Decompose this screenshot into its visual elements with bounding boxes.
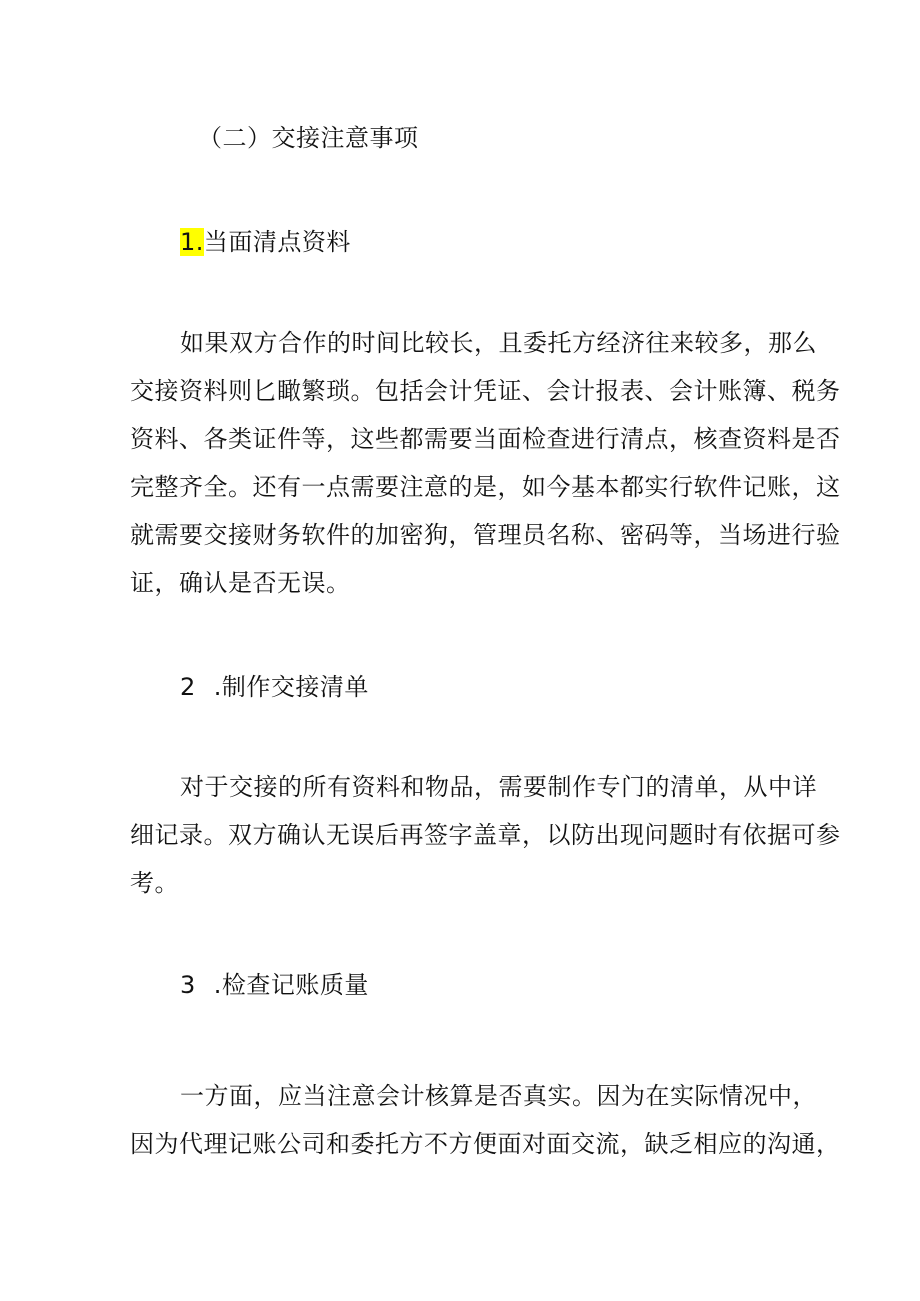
item2-paragraph-line: 对于交接的所有资料和物品，需要制作专门的清单，从中详 <box>180 773 817 801</box>
item1-number: 1. <box>180 228 204 256</box>
item3-paragraph-line: 一方面，应当注意会计核算是否真实。因为在实际情况中， <box>180 1082 817 1110</box>
item3-heading <box>180 961 369 1009</box>
item2-title: .制作交接清单 <box>213 673 369 701</box>
item1-paragraph-line: 交接资料则匕瞰繁琐。包括会计凭证、会计报表、会计账簿、税务 <box>130 377 841 405</box>
item1-heading <box>180 218 351 266</box>
item3-number: 3 <box>180 971 196 999</box>
item1-paragraph-line: 资料、各类证件等，这些都需要当面检查进行清点，核查资料是否 <box>130 425 841 453</box>
item1-paragraph-line: 证，确认是否无误。 <box>130 569 351 597</box>
section-heading: （二）交接注意事项 <box>198 124 419 152</box>
item1-paragraph-line: 完整齐全。还有一点需要注意的是，如今基本都实行软件记账，这 <box>130 473 841 501</box>
item2-paragraph-line: 细记录。双方确认无误后再签字盖章，以防出现问题时有依据可参 <box>130 821 841 849</box>
item2-heading <box>180 663 369 711</box>
item3-paragraph-line: 因为代理记账公司和委托方不方便面对面交流，缺乏相应的沟通， <box>130 1130 841 1158</box>
item1-paragraph-line: 就需要交接财务软件的加密狗，管理员名称、密码等，当场进行验 <box>130 521 841 549</box>
item2-number: 2 <box>180 673 196 701</box>
item3-title: .检查记账质量 <box>213 971 369 999</box>
item2-paragraph-line: 考。 <box>130 869 179 897</box>
item1-paragraph-line: 如果双方合作的时间比较长，且委托方经济往来较多，那么 <box>180 329 817 357</box>
item1-title: 当面清点资料 <box>203 228 351 256</box>
